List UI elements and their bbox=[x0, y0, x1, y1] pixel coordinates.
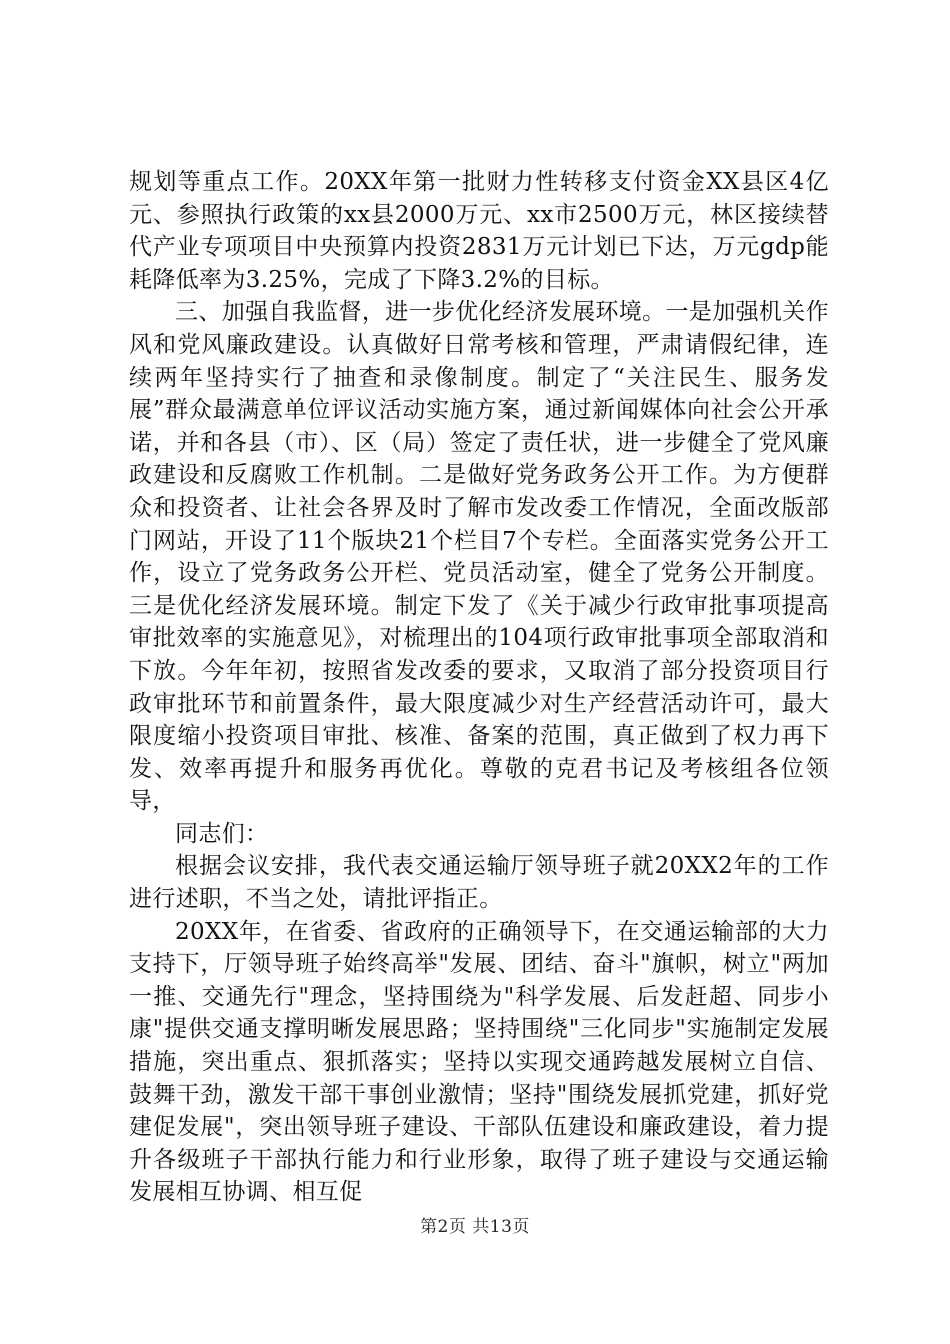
document-body bbox=[129, 166, 829, 1209]
paragraph-continuation: 规划等重点工作。20XX年第一批财力性转移支付资金XX县区4亿元、参照执行政策的xx县2000万元、xx市2500万元，林区接续替代产业专项项目中央预算内投资2831万元计划已下达，万元gdp能耗降低率为3.25%，完成了下降3.2%的目标。 bbox=[129, 169, 829, 293]
paragraph-salutation: 同志们： bbox=[175, 820, 269, 847]
paragraph-introduction: 根据会议安排，我代表交通运输厅领导班子就20XX2年的工作进行述职，不当之处，请批评指正。 bbox=[129, 853, 829, 913]
paragraph-section-three: 三、加强自我监督，进一步优化经济发展环境。一是加强机关作风和党风廉政建设。认真做好日常考核和管理，严肃请假纪律，连续两年坚持实行了抽查和录像制度。制定了“关注民生、服务发展”群众最满意单位评议活动实施方案，通过新闻媒体向社会公开承诺，并和各县（市）、区（局）签定了责任状，进一步健全了党风廉政建设和反腐败工作机制。二是做好党务政务公开工作。为方便群众和投资者、让社会各界及时了解市发改委工作情况，全面改版部门网站，开设了11个版块21个栏目7个专栏。全面落实党务公开工作，设立了党务政务公开栏、党员活动室，健全了党务公开制度。三是优化经济发展环境。制定下发了《关于减少行政审批事项提高审批效率的实施意见》，对梳理出的104项行政审批事项全部取消和下放。今年年初，按照省发改委的要求，又取消了部分投资项目行政审批环节和前置条件，最大限度减少对生产经营活动许可，最大限度缩小投资项目审批、核准、备案的范围，真正做到了权力再下发、效率再提升和服务再优化。尊敬的克君书记及考核组各位领导， bbox=[129, 299, 829, 815]
paragraph-annual-review: 20XX年，在省委、省政府的正确领导下，在交通运输部的大力支持下，厅领导班子始终高举"发展、团结、奋斗"旗帜，树立"两加一推、交通先行"理念，坚持围绕为"科学发展、后发赶超、同步小康"提供交通支撑明晰发展思路；坚持围绕"三化同步"实施制定发展措施，突出重点、狠抓落实；坚持以实现交通跨越发展树立自信、鼓舞干劲，激发干部干事创业激情；坚持"围绕发展抓党建，抓好党建促发展"，突出领导班子建设、干部队伍建设和廉政建设，着力提升各级班子干部执行能力和行业形象，取得了班子建设与交通运输发展相互协调、相互促 bbox=[129, 918, 829, 1206]
page-number-footer: 第2页 共13页 bbox=[420, 1217, 530, 1237]
